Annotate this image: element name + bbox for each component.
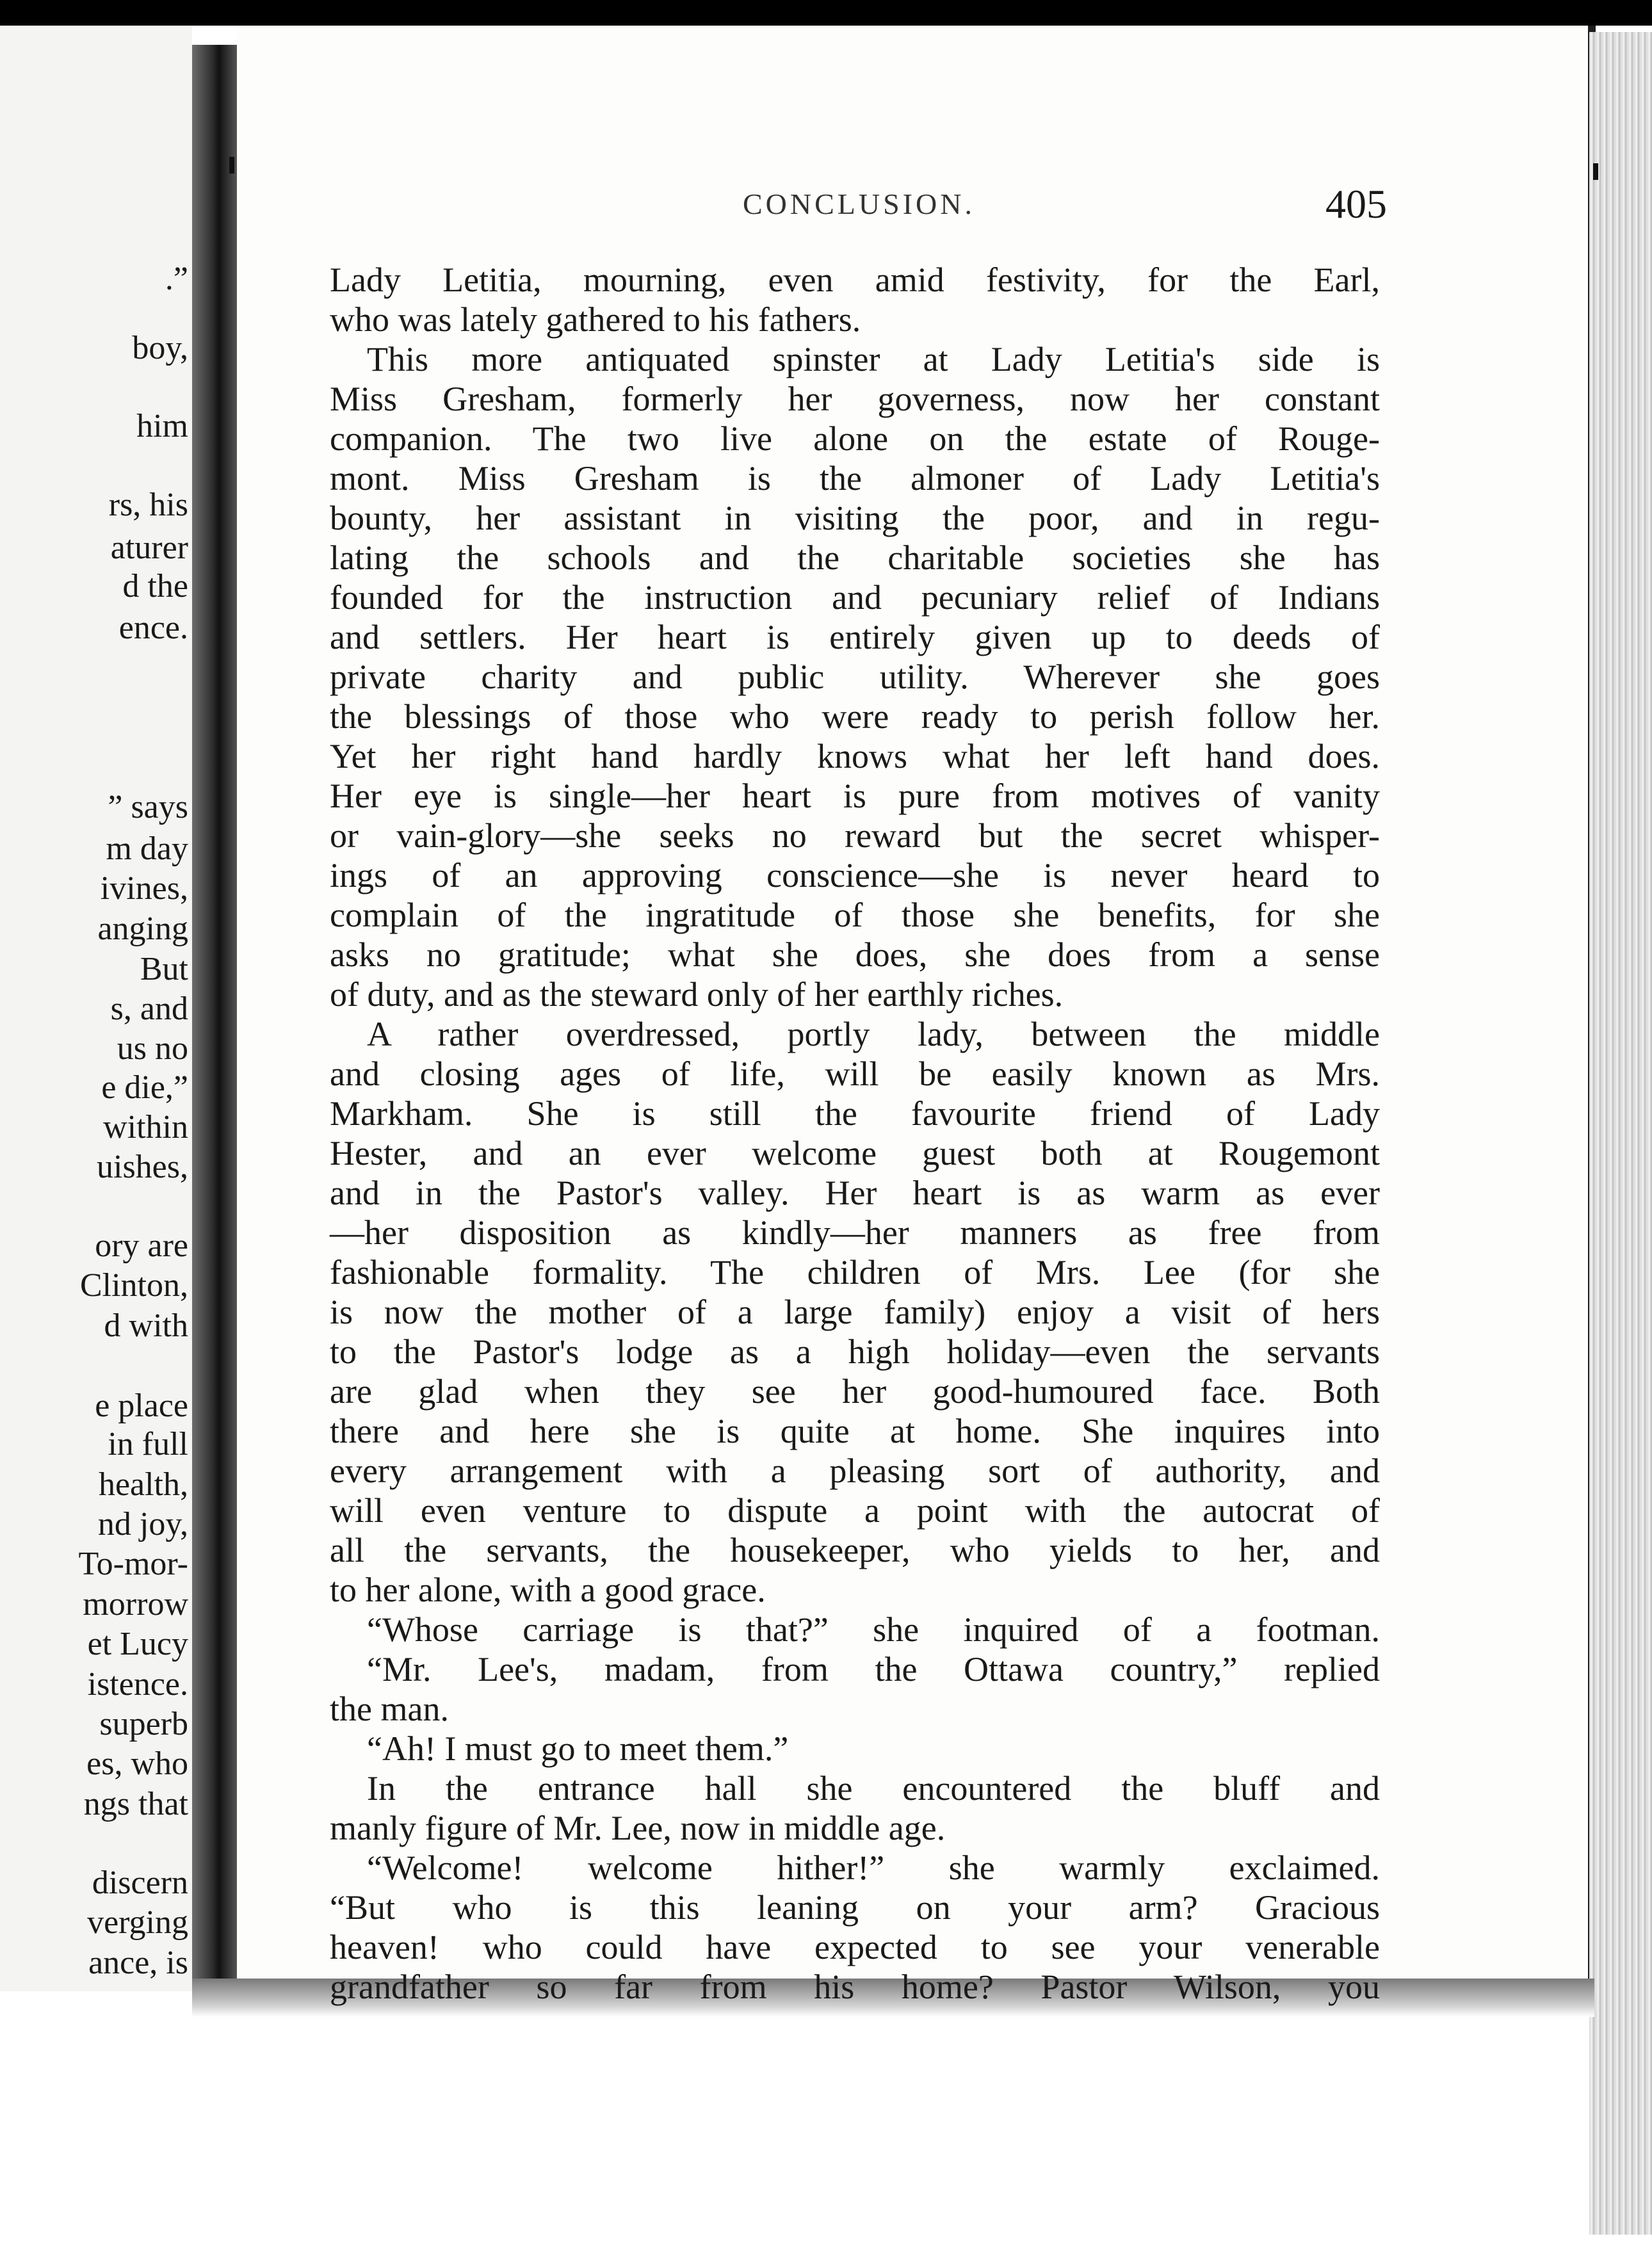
text-line: In the entrance hall she encountered the bluff and — [367, 1769, 1380, 1808]
facing-page-line: health, — [98, 1466, 188, 1503]
facing-page-line: within — [103, 1109, 188, 1145]
binding-mark-left — [229, 157, 234, 174]
body-text — [330, 260, 1380, 2007]
text-line: “But who is this leaning on your arm? Gracious — [330, 1888, 1380, 1927]
text-line: lating the schools and the charitable societies she has — [330, 538, 1380, 577]
text-line: Miss Gresham, formerly her governess, now her constant — [330, 380, 1380, 418]
text-line: private charity and public utility. Wherever she goes — [330, 658, 1380, 696]
running-head: CONCLUSION. — [743, 188, 975, 220]
facing-page — [0, 26, 192, 1991]
facing-page-line: us no — [117, 1030, 188, 1067]
facing-page-line: ngs that — [83, 1786, 188, 1822]
text-line: manly figure of Mr. Lee, now in middle age. — [330, 1809, 946, 1847]
facing-page-line: es, who — [86, 1745, 188, 1782]
text-line: companion. The two live alone on the estate of Rouge- — [330, 419, 1380, 458]
text-line: “Ah! I must go to meet them.” — [367, 1729, 789, 1768]
facing-page-line: e die,” — [101, 1069, 188, 1106]
scan-border-top — [0, 0, 1652, 26]
text-line: all the servants, the housekeeper, who yields to her, and — [330, 1531, 1380, 1569]
facing-page-line: ance, is — [88, 1945, 188, 1981]
text-line: complain of the ingratitude of those she benefits, for she — [330, 896, 1380, 934]
facing-page-line: et Lucy — [87, 1626, 188, 1662]
text-line: A rather overdressed, portly lady, between the middle — [367, 1015, 1380, 1053]
scan-border-bottom — [0, 2235, 1652, 2250]
text-line: is now the mother of a large family) enjoy a visit of hers — [330, 1293, 1380, 1331]
text-line: “Whose carriage is that?” she inquired of a footman. — [367, 1610, 1380, 1649]
text-line: Hester, and an ever welcome guest both at Rougemont — [330, 1134, 1380, 1172]
text-line: and settlers. Her heart is entirely given up to deeds of — [330, 618, 1380, 656]
facing-page-line: .” — [165, 261, 188, 297]
facing-page-line: d the — [122, 568, 188, 604]
facing-page-line: But — [140, 951, 188, 987]
facing-page-line: nd joy, — [97, 1506, 188, 1542]
text-line: —her disposition as kindly—her manners as free from — [330, 1213, 1380, 1252]
facing-page-line: ivines, — [100, 870, 188, 907]
facing-page-line: To-mor- — [78, 1546, 188, 1582]
text-line: founded for the instruction and pecuniary relief of Indians — [330, 578, 1380, 617]
text-line: This more antiquated spinster at Lady Letitia's side is — [367, 340, 1380, 378]
text-line: or vain-glory—she seeks no reward but the secret whisper- — [330, 816, 1380, 855]
facing-page-line: ence. — [118, 610, 188, 646]
text-line: fashionable formality. The children of Mrs. Lee (for she — [330, 1253, 1380, 1291]
facing-page-line: s, and — [110, 991, 188, 1027]
text-line: to her alone, with a good grace. — [330, 1571, 766, 1609]
text-line: ings of an approving conscience—she is never heard to — [330, 856, 1380, 894]
text-line: every arrangement with a pleasing sort of authority, and — [330, 1452, 1380, 1490]
facing-page-line: boy, — [132, 330, 188, 366]
text-line: are glad when they see her good-humoured face. Both — [330, 1372, 1380, 1411]
text-line: Lady Letitia, mourning, even amid festivity, for the Earl, — [330, 261, 1380, 299]
text-line: grandfather so far from his home? Pastor Wilson, you — [330, 1968, 1380, 2006]
text-line: the blessings of those who were ready to perish follow her. — [330, 697, 1380, 736]
text-line: to the Pastor's lodge as a high holiday—even the servants — [330, 1332, 1380, 1371]
facing-page-line: in full — [108, 1426, 188, 1462]
facing-page-line: him — [136, 408, 188, 444]
facing-page-line: e place — [95, 1388, 188, 1424]
facing-page-line: superb — [99, 1706, 188, 1742]
facing-page-line: verging — [87, 1904, 188, 1941]
page-number: 405 — [1325, 181, 1387, 227]
facing-page-line: morrow — [83, 1586, 188, 1623]
facing-page-line: discern — [92, 1865, 188, 1901]
text-line: Markham. She is still the favourite friend of Lady — [330, 1094, 1380, 1133]
text-line: bounty, her assistant in visiting the poor, and in regu- — [330, 499, 1380, 537]
text-line: “Mr. Lee's, madam, from the Ottawa country,” replied — [367, 1650, 1380, 1688]
facing-page-line: uishes, — [97, 1149, 188, 1185]
stacked-page-edges — [1589, 32, 1652, 2235]
facing-page-line: anging — [97, 911, 188, 947]
text-line: there and here she is quite at home. She inquires into — [330, 1412, 1380, 1450]
facing-page-line: ory are — [95, 1227, 188, 1264]
facing-page-line: d with — [104, 1307, 188, 1344]
facing-page-line: m day — [106, 830, 188, 867]
text-line: Yet her right hand hardly knows what her left hand does. — [330, 737, 1380, 775]
text-line: of duty, and as the steward only of her earthly riches. — [330, 975, 1064, 1014]
text-line: will even venture to dispute a point with the autocrat of — [330, 1491, 1380, 1530]
book-gutter — [192, 45, 237, 1991]
text-line: Her eye is single—her heart is pure from motives of vanity — [330, 777, 1380, 815]
binding-mark-right — [1593, 163, 1598, 180]
text-line: heaven! who could have expected to see your venerable — [330, 1928, 1380, 1966]
facing-page-line: istence. — [87, 1666, 188, 1703]
text-line: asks no gratitude; what she does, she does from a sense — [330, 935, 1380, 974]
text-line: “Welcome! welcome hither!” she warmly exclaimed. — [367, 1849, 1380, 1887]
facing-page-line: rs, his — [108, 487, 188, 523]
facing-page-line: ” says — [108, 789, 188, 825]
text-line: the man. — [330, 1690, 449, 1728]
text-line: who was lately gathered to his fathers. — [330, 300, 861, 339]
text-line: and closing ages of life, will be easily known as Mrs. — [330, 1055, 1380, 1093]
text-line: mont. Miss Gresham is the almoner of Lady Letitia's — [330, 459, 1380, 498]
facing-page-line: aturer — [110, 530, 188, 566]
text-line: and in the Pastor's valley. Her heart is as warm as ever — [330, 1174, 1380, 1212]
facing-page-line: Clinton, — [79, 1267, 188, 1304]
